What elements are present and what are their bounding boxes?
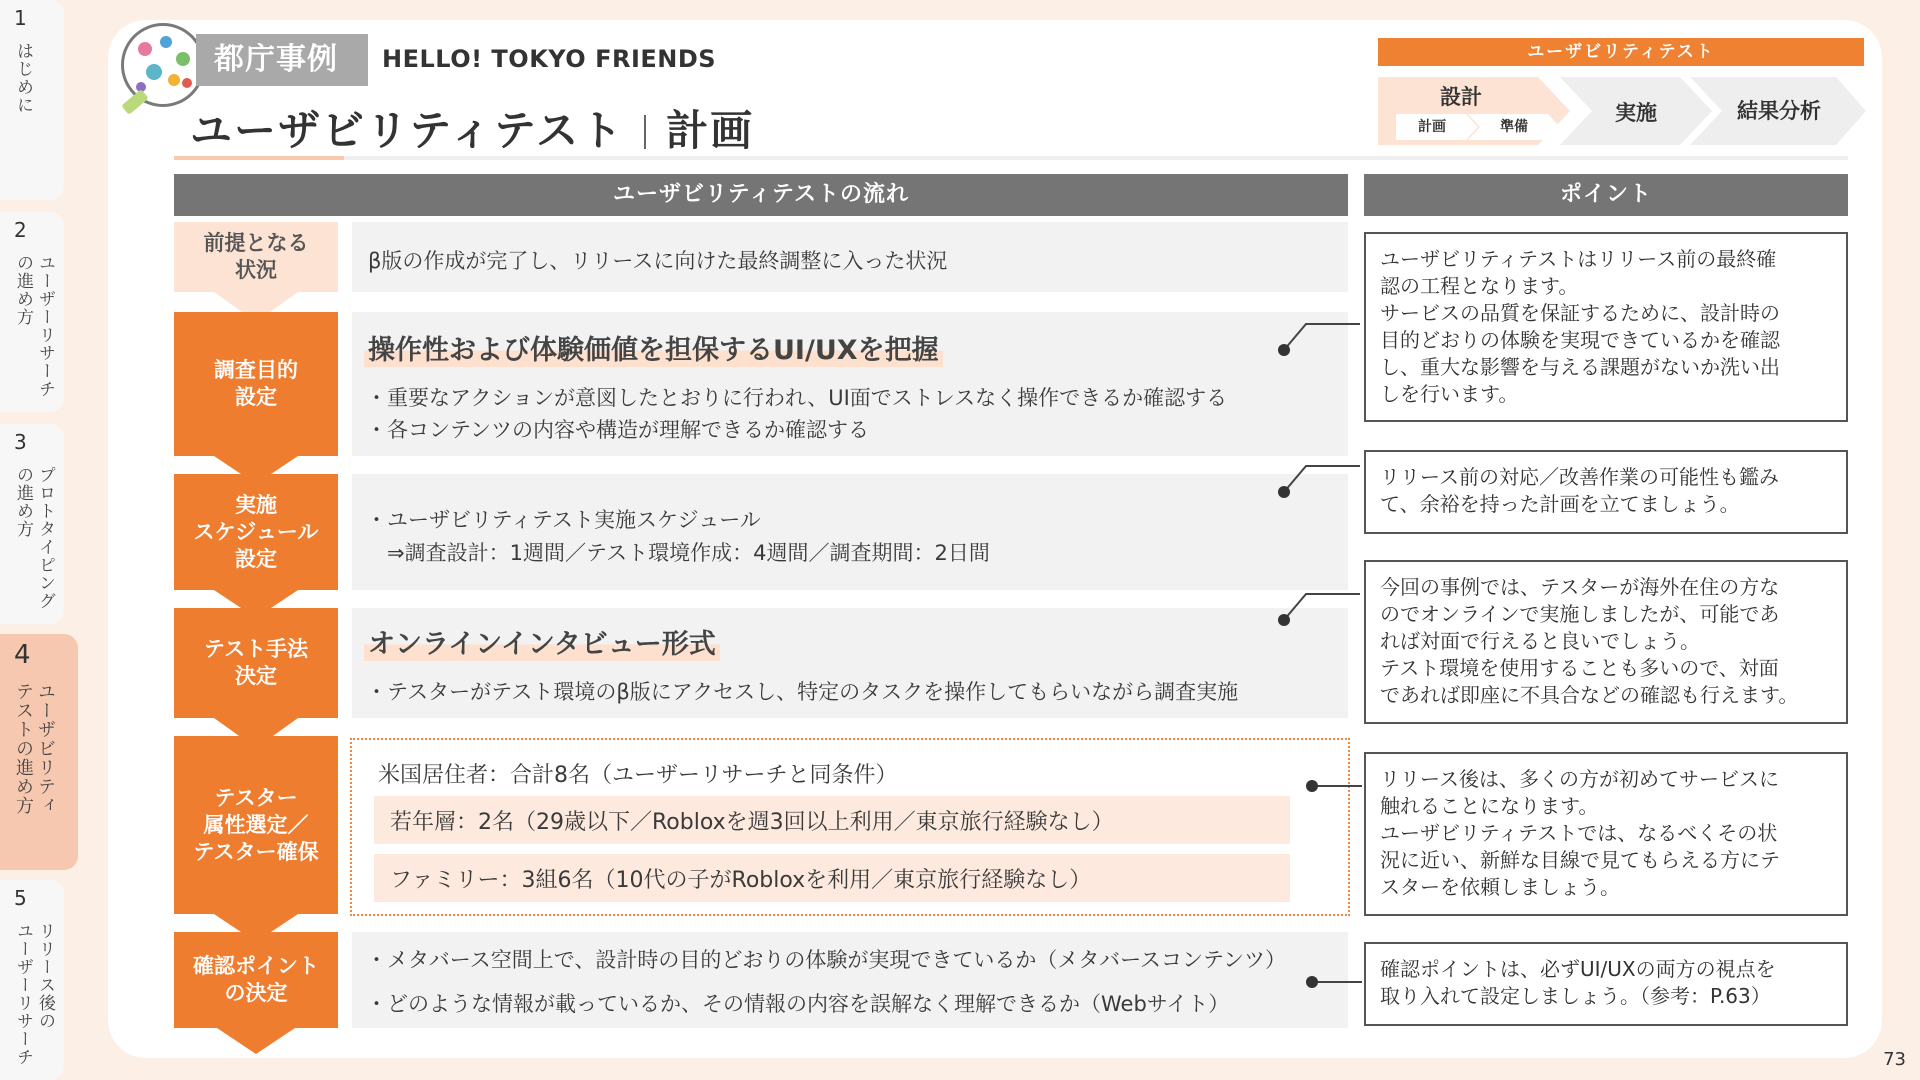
- purpose-bullet: ・重要なアクションが意図したとおりに行われ、UI面でストレスなく操作できるか確認する: [366, 386, 1228, 410]
- flow-label-premise: 前提となる 状況: [174, 222, 338, 292]
- flow-label-purpose: 調査目的 設定: [174, 312, 338, 456]
- chevron-down-icon: [174, 1026, 338, 1054]
- premise-text: β版の作成が完了し、リリースに向けた最終調整に入った状況: [368, 249, 948, 273]
- point-box-1: ユーザビリティテストはリリース前の最終確 認の工程となります。 サービスの品質を保証するために、設計時の 目的どおりの体験を実現できているかを確認 し、重大な影響を与える課題がないか洗い出 しを行います。: [1364, 232, 1848, 422]
- testers-summary: 米国居住者：合計8名（ユーザーリサーチと同条件）: [378, 763, 898, 788]
- connector-line: [1304, 778, 1364, 794]
- sub-step-label: 計画: [1418, 119, 1446, 135]
- point-box-2: リリース前の対応／改善作業の可能性も鑑み て、余裕を持った計画を立てましょう。: [1364, 450, 1848, 534]
- purpose-headline: 操作性および体験価値を担保するUI/UXを把握: [364, 328, 943, 367]
- sidebar-tab-5[interactable]: [0, 880, 64, 1080]
- connector-line: [1276, 592, 1366, 632]
- sidebar-tab-1[interactable]: [0, 0, 64, 200]
- process-step-label: 結果分析: [1737, 99, 1821, 123]
- sidebar-tab-number: 5: [14, 886, 27, 910]
- sidebar-tab-label: ユーザビリティ テストの進め方: [13, 682, 56, 815]
- sidebar-tab-3[interactable]: [0, 424, 64, 624]
- point-box-3: 今回の事例では、テスターが海外在住の方な のでオンラインで実施しましたが、可能であ れば対面で行えると良いでしょう。 テスト環境を使用することも多いので、対面 であれば即座に不具合などの確認も行えます。: [1364, 560, 1848, 724]
- process-heading: ユーザビリティテスト: [1378, 38, 1864, 66]
- tester-group-young-text: 若年層：2名（29歳以下／Robloxを週3回以上利用／東京旅行経験なし）: [390, 810, 1114, 835]
- method-bullet: ・テスターがテスト環境のβ版にアクセスし、特定のタスクを操作してもらいながら調査実施: [366, 680, 1239, 704]
- connector-line: [1304, 974, 1364, 990]
- sub-step-prepare: [1468, 114, 1560, 140]
- sidebar-tab-number: 1: [14, 6, 27, 30]
- flow-label-checkpoints: 確認ポイント の決定: [174, 932, 338, 1028]
- connector-line: [1276, 322, 1366, 362]
- checkpoint-bullet: ・メタバース空間上で、設計時の目的どおりの体験が実現できているか（メタバースコンテンツ）: [366, 948, 1287, 972]
- page-title-main: ユーザビリティテスト: [190, 106, 625, 155]
- case-label: 都庁事例: [196, 34, 368, 86]
- tester-group-family-text: ファミリー：3組6名（10代の子がRobloxを利用／東京旅行経験なし）: [390, 868, 1092, 893]
- checkpoint-bullet: ・どのような情報が載っているか、その情報の内容を誤解なく理解できるか（Webサイト）: [366, 992, 1230, 1016]
- flow-label-schedule: 実施 スケジュール 設定: [174, 474, 338, 590]
- sub-step-plan: [1396, 114, 1478, 140]
- sidebar-tab-label: はじめに: [13, 42, 33, 114]
- page-title: [190, 98, 754, 158]
- sidebar-tab-number: 2: [14, 218, 27, 242]
- title-underline: [174, 156, 1848, 160]
- point-box-5: 確認ポイントは、必ずUI/UXの両方の視点を 取り入れて設定しましょう。（参考：P.63）: [1364, 942, 1848, 1026]
- sidebar-tab-number: 4: [14, 640, 31, 670]
- flow-heading: ユーザビリティテストの流れ: [174, 174, 1348, 216]
- sub-step-label: 準備: [1500, 119, 1528, 135]
- sidebar-tab-number: 3: [14, 430, 27, 454]
- process-step-analysis: [1690, 77, 1866, 145]
- sidebar-tab-4[interactable]: [0, 634, 78, 870]
- flow-label-testers: テスター 属性選定／ テスター確保: [174, 736, 338, 914]
- points-heading: ポイント: [1364, 174, 1848, 216]
- point-box-4: リリース後は、多くの方が初めてサービスに 触れることになります。 ユーザビリティテストでは、なるべくその状 況に近い、新鮮な目線で見てもらえる方にテ スターを依頼しましょう。: [1364, 752, 1848, 916]
- purpose-bullet: ・各コンテンツの内容や構造が理解できるか確認する: [366, 418, 869, 442]
- process-step-label: 実施: [1615, 101, 1657, 125]
- schedule-detail: ⇒調査設計：1週間／テスト環境作成：4週間／調査期間：2日間: [366, 541, 990, 565]
- sidebar-tab-2[interactable]: [0, 212, 64, 412]
- connector-line: [1276, 464, 1366, 504]
- flow-label-method: テスト手法 決定: [174, 608, 338, 718]
- schedule-bullet: ・ユーザビリティテスト実施スケジュール: [366, 508, 761, 532]
- sidebar-tab-label: プロトタイピング の進め方: [13, 466, 55, 610]
- method-headline: オンラインインタビュー形式: [364, 622, 720, 661]
- sidebar-tab-label: ユーザーリサーチ の進め方: [13, 254, 55, 398]
- title-separator: [644, 115, 646, 149]
- page-number: 73: [1883, 1049, 1906, 1070]
- sidebar-tab-label: リリース後の ユーザーリサーチ: [13, 922, 55, 1066]
- process-step-label: 設計: [1440, 85, 1482, 109]
- page-title-sub: 計画: [666, 106, 755, 155]
- project-name: HELLO! TOKYO FRIENDS: [382, 45, 717, 73]
